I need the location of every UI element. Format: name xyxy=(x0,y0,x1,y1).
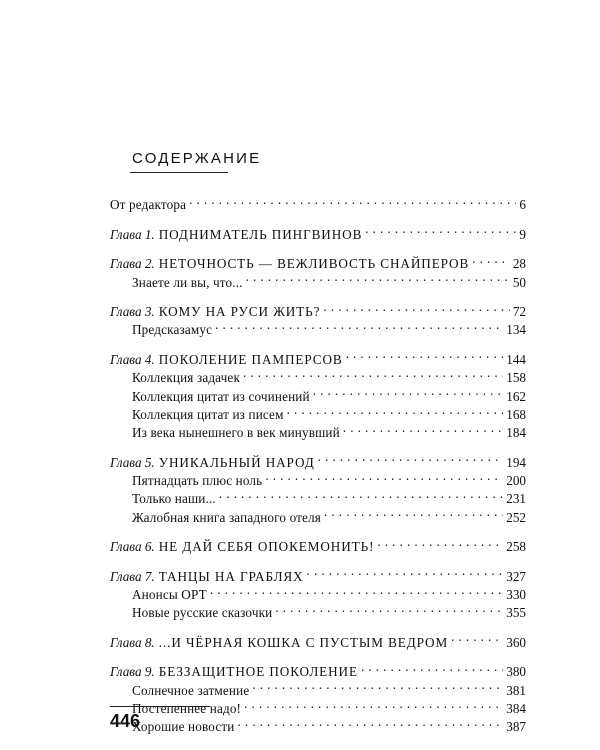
entry-page-number: 50 xyxy=(512,274,526,290)
chapter-number: Глава 5. xyxy=(110,454,155,470)
entry-title: ПОДНИМАТЕЛЬ ПИНГВИНОВ xyxy=(158,226,363,242)
entry-title: Коллекция задачек xyxy=(132,370,240,386)
entry-page-number: 258 xyxy=(506,539,526,555)
entry-title: НЕТОЧНОСТЬ — ВЕЖЛИВОСТЬ СНАЙПЕРОВ xyxy=(158,256,470,272)
dot-leader xyxy=(252,676,503,694)
entry-page-number: 9 xyxy=(519,226,526,242)
dot-leader xyxy=(323,298,509,316)
dot-leader xyxy=(313,382,504,400)
entry-title: Пятнадцать плюс ноль xyxy=(132,473,263,489)
toc-entry xyxy=(110,658,526,680)
toc-entry xyxy=(110,533,526,555)
entry-page-number: 330 xyxy=(506,587,526,603)
toc-entry xyxy=(110,448,526,470)
dot-leader xyxy=(210,581,503,599)
entry-title: БЕЗЗАЩИТНОЕ ПОКОЛЕНИЕ xyxy=(158,664,358,680)
entry-page-number: 381 xyxy=(506,682,526,698)
entry-page-number: 231 xyxy=(506,491,526,507)
entry-page-number: 387 xyxy=(506,719,526,735)
dot-leader xyxy=(343,419,503,437)
dot-leader xyxy=(472,250,510,268)
entry-title: ТАНЦЫ НА ГРАБЛЯХ xyxy=(158,568,304,584)
page-title: СОДЕРЖАНИЕ xyxy=(132,150,262,167)
toc-entry xyxy=(110,220,526,242)
dot-leader xyxy=(237,713,503,731)
toc-entry xyxy=(110,345,526,367)
title-underline xyxy=(130,172,228,173)
dot-leader xyxy=(307,562,504,580)
toc-entry xyxy=(110,250,526,272)
chapter-number: Глава 8. xyxy=(110,634,155,650)
entry-title: УНИКАЛЬНЫЙ НАРОД xyxy=(158,454,315,470)
dot-leader xyxy=(361,658,503,676)
entry-page-number: 28 xyxy=(512,256,526,272)
entry-page-number: 384 xyxy=(506,700,526,716)
entry-title: Жалобная книга западного отеля xyxy=(132,509,322,525)
dot-leader xyxy=(377,533,503,551)
entry-title: Предсказамус xyxy=(132,322,213,338)
entry-page-number: 134 xyxy=(506,322,526,338)
chapter-number: Глава 1. xyxy=(110,226,155,242)
dot-leader xyxy=(265,467,503,485)
entry-page-number: 6 xyxy=(519,197,526,213)
entry-title: Новые русские сказочки xyxy=(132,605,273,621)
entry-title: Из века нынешнего в век минувший xyxy=(132,425,340,441)
page-number: 446 xyxy=(110,711,141,731)
entry-page-number: 72 xyxy=(512,303,526,319)
entry-title: Солнечное затмение xyxy=(132,682,250,698)
toc-entry xyxy=(110,298,526,319)
dot-leader xyxy=(215,316,503,334)
entry-page-number: 355 xyxy=(506,605,526,621)
dot-leader xyxy=(219,485,503,503)
dot-leader xyxy=(346,345,504,363)
entry-page-number: 158 xyxy=(506,370,526,386)
entry-title: Коллекция цитат из сочинений xyxy=(132,388,310,404)
dot-leader xyxy=(287,401,504,419)
entry-title: Знаете ли вы, что... xyxy=(132,274,243,290)
toc-entry xyxy=(110,191,526,213)
chapter-number: Глава 4. xyxy=(110,351,155,367)
entry-title: Анонсы ОРТ xyxy=(132,587,207,603)
chapter-number: Глава 6. xyxy=(110,539,155,555)
entry-title: КОМУ НА РУСИ ЖИТЬ? xyxy=(158,303,321,319)
entry-page-number: 194 xyxy=(506,454,526,470)
dot-leader xyxy=(275,599,503,617)
entry-title: Коллекция цитат из писем xyxy=(132,406,284,422)
entry-title: НЕ ДАЙ СЕБЯ ОПОКЕМОНИТЬ! xyxy=(158,539,375,555)
entry-page-number: 360 xyxy=(506,634,526,650)
dot-leader xyxy=(318,448,504,466)
chapter-number: Глава 3. xyxy=(110,303,155,319)
dot-leader xyxy=(189,191,516,209)
entry-page-number: 327 xyxy=(506,568,526,584)
entry-title: От редактора xyxy=(110,197,187,213)
table-of-contents xyxy=(110,191,526,735)
entry-title: Только наши... xyxy=(132,491,216,507)
chapter-number: Глава 9. xyxy=(110,664,155,680)
entry-page-number: 162 xyxy=(506,388,526,404)
toc-entry xyxy=(110,628,526,650)
entry-page-number: 168 xyxy=(506,406,526,422)
entry-page-number: 144 xyxy=(506,351,526,367)
entry-page-number: 184 xyxy=(506,425,526,441)
entry-page-number: 252 xyxy=(506,509,526,525)
chapter-number: Глава 7. xyxy=(110,568,155,584)
entry-page-number: 380 xyxy=(506,664,526,680)
dot-leader xyxy=(451,628,503,646)
entry-page-number: 200 xyxy=(506,473,526,489)
dot-leader xyxy=(324,503,503,521)
footer-rule xyxy=(110,706,210,707)
dot-leader xyxy=(246,268,510,286)
entry-title: ПОКОЛЕНИЕ ПАМПЕРСОВ xyxy=(158,351,343,367)
chapter-number: Глава 2. xyxy=(110,256,155,272)
toc-entry xyxy=(110,562,526,584)
dot-leader xyxy=(244,695,503,713)
entry-title: Постепеннее надо! xyxy=(132,700,242,716)
dot-leader xyxy=(243,364,503,382)
entry-title: ...И ЧЁРНАЯ КОШКА С ПУСТЫМ ВЕДРОМ xyxy=(158,634,449,650)
dot-leader xyxy=(365,220,516,238)
entry-title: Хорошие новости xyxy=(132,719,235,735)
